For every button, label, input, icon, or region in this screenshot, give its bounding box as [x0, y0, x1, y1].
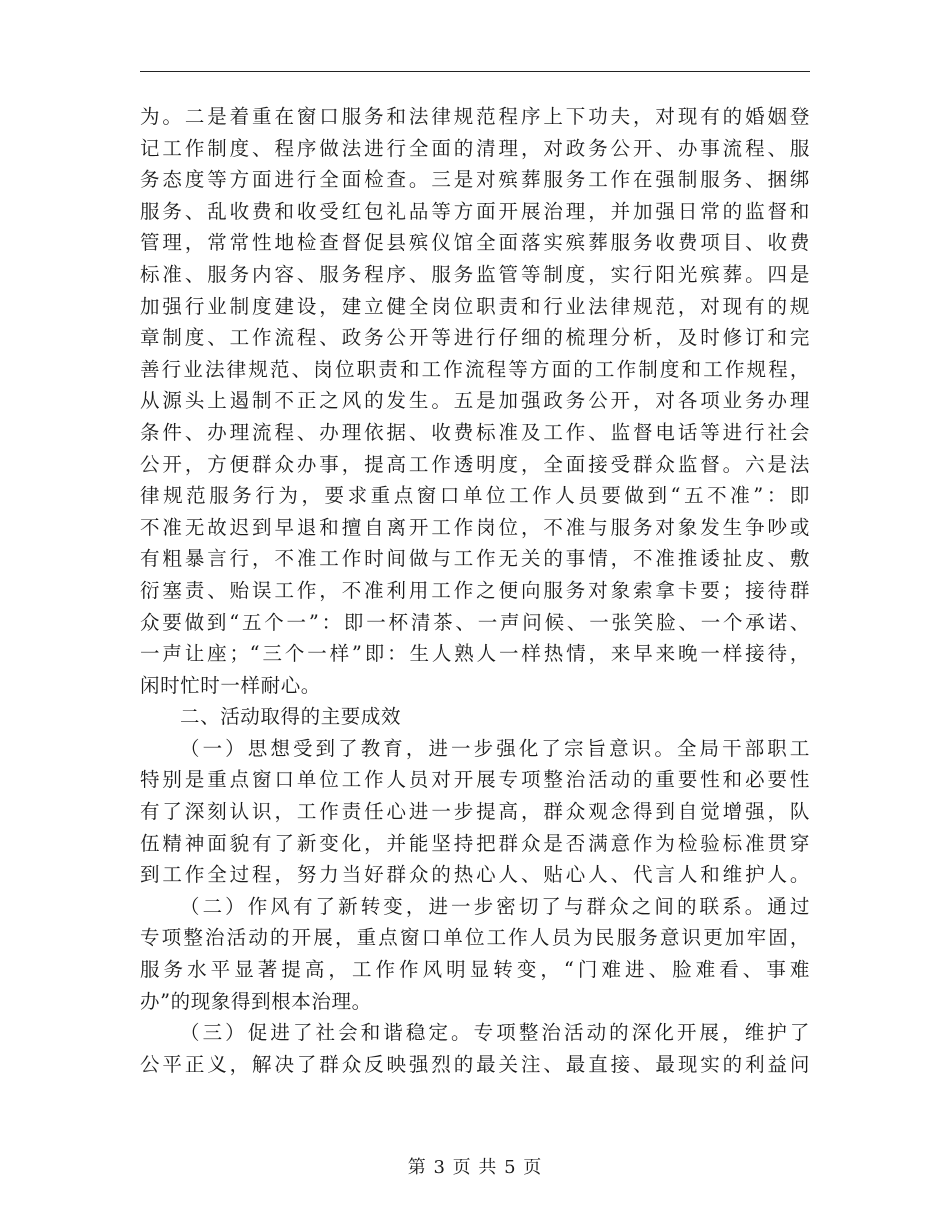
section-heading: 二、活动取得的主要成效 [180, 705, 402, 729]
paragraph-first-line: （一）思想受到了教育，进一步强化了宗旨意识。全局干部职工 [180, 736, 810, 760]
text-line: 记工作制度、程序做法进行全面的清理，对政务公开、办事流程、服 [140, 136, 810, 160]
text-line: 一声让座；“三个一样”即：生人熟人一样热情，来早来晚一样接待， [140, 642, 810, 666]
page-number: 第 3 页 共 5 页 [407, 1157, 543, 1178]
text-line: 善行业法律规范、岗位职责和工作流程等方面的工作制度和工作规程， [140, 357, 810, 381]
text-line: 特别是重点窗口单位工作人员对开展专项整治活动的重要性和必要性 [140, 768, 810, 792]
text-line: 办”的现象得到根本治理。 [140, 989, 372, 1013]
text-line: 从源头上遏制不正之风的发生。五是加强政务公开，对各项业务办理 [140, 389, 810, 413]
text-line: 闲时忙时一样耐心。 [140, 673, 321, 697]
text-line: 服务、乱收费和收受红包礼品等方面开展治理，并加强日常的监督和 [140, 199, 810, 223]
text-line: 衍塞责、贻误工作，不准利用工作之便向服务对象索拿卡要；接待群 [140, 578, 810, 602]
text-line: 标准、服务内容、服务程序、服务监管等制度，实行阳光殡葬。四是 [140, 262, 810, 286]
text-line: 公开，方便群众办事，提高工作透明度，全面接受群众监督。六是法 [140, 452, 810, 476]
text-line: 服务水平显著提高，工作作风明显转变，“门难进、脸难看、事难 [140, 958, 810, 982]
text-line: 为。二是着重在窗口服务和法律规范程序上下功夫，对现有的婚姻登 [140, 105, 810, 128]
paragraph-first-line: （二）作风有了新转变，进一步密切了与群众之间的联系。通过 [180, 894, 810, 918]
text-line: 律规范服务行为，要求重点窗口单位工作人员要做到“五不准”：即 [140, 484, 810, 508]
text-line: 伍精神面貌有了新变化，并能坚持把群众是否满意作为检验标准贯穿 [140, 831, 810, 855]
text-line: 到工作全过程，努力当好群众的热心人、贴心人、代言人和维护人。 [140, 863, 810, 887]
text-line: 有了深刻认识，工作责任心进一步提高，群众观念得到自觉增强，队 [140, 800, 810, 824]
text-line: 不准无故迟到早退和擅自离开工作岗位，不准与服务对象发生争吵或 [140, 515, 810, 539]
text-line: 众要做到“五个一”：即一杯清茶、一声问候、一张笑脸、一个承诺、 [140, 610, 810, 634]
text-line: 务态度等方面进行全面检查。三是对殡葬服务工作在强制服务、捆绑 [140, 168, 810, 192]
text-line: 公平正义，解决了群众反映强烈的最关注、最直接、最现实的利益问 [140, 1052, 810, 1076]
text-line: 条件、办理流程、办理依据、收费标准及工作、监督电话等进行社会 [140, 420, 810, 444]
text-line: 有粗暴言行，不准工作时间做与工作无关的事情，不准推诿扯皮、敷 [140, 547, 810, 571]
text-line: 专项整治活动的开展，重点窗口单位工作人员为民服务意识更加牢固， [140, 926, 810, 950]
paragraph-first-line: （三）促进了社会和谐稳定。专项整治活动的深化开展，维护了 [180, 1021, 810, 1045]
text-line: 管理，常常性地检查督促县殡仪馆全面落实殡葬服务收费项目、收费 [140, 231, 810, 255]
text-line: 加强行业制度建设，建立健全岗位职责和行业法律规范，对现有的规 [140, 294, 810, 318]
header-rule [140, 71, 810, 72]
document-body [140, 101, 810, 1080]
text-line: 章制度、工作流程、政务公开等进行仔细的梳理分析，及时修订和完 [140, 326, 810, 350]
